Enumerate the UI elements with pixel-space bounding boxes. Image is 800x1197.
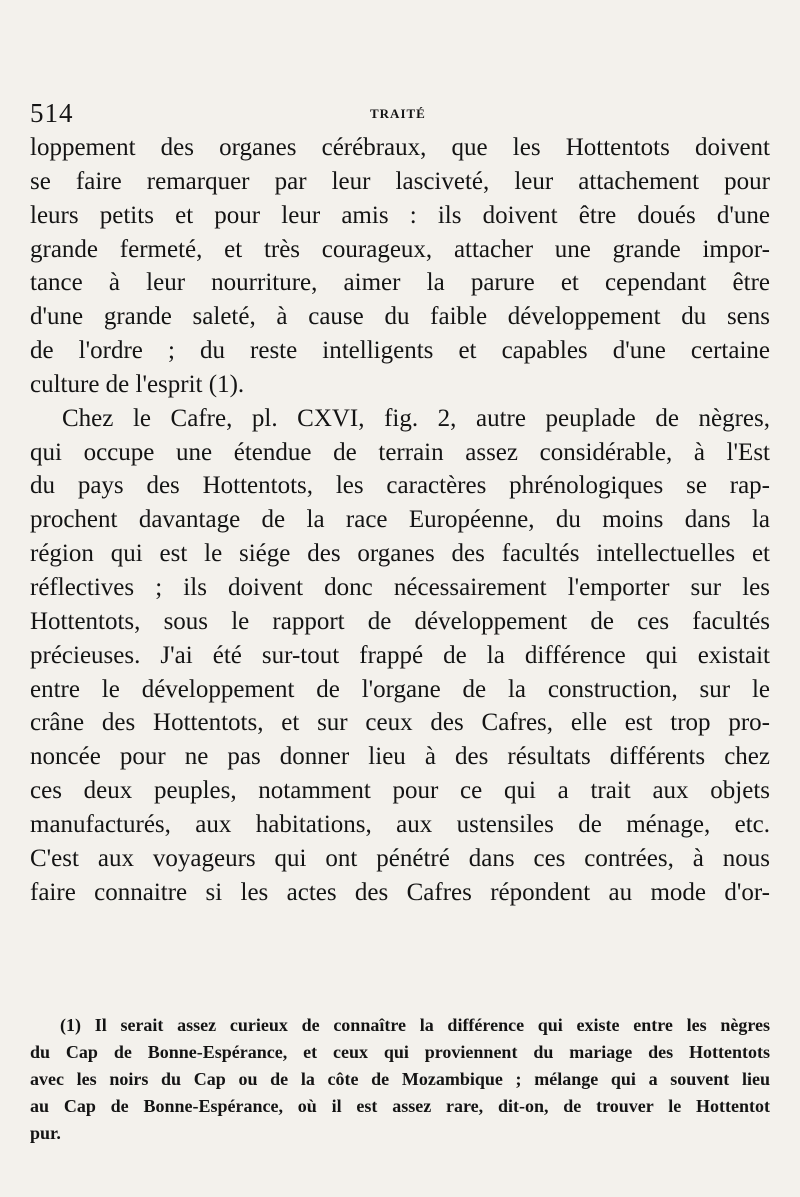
text-line: crâne des Hottentots, et sur ceux des Cafres, elle est trop pro- [30, 709, 770, 737]
text-line: qui occupe une étendue de terrain assez considérable, à l'Est [30, 438, 770, 466]
text-line: du pays des Hottentots, les caractères phrénologiques se rap- [30, 472, 770, 500]
text-line: leurs petits et pour leur amis : ils doivent être doués d'une [30, 201, 770, 229]
text-line: C'est aux voyageurs qui ont pénétré dans ces contrées, à nous [30, 844, 770, 872]
text-line: entre le développement de l'organe de la construction, sur le [30, 675, 770, 703]
page-number: 514 [30, 98, 74, 128]
footnote-line: (1) Il serait assez curieux de connaître la différence qui existe entre les nègres [60, 1015, 770, 1035]
text-line: grande fermeté, et très courageux, attacher une grande impor- [30, 235, 770, 263]
text-line: faire connaitre si les actes des Cafres répondent au mode d'or- [30, 878, 770, 906]
text-line: culture de l'esprit (1). [30, 370, 245, 398]
text-line: région qui est le siége des organes des facultés intellectuelles et [30, 540, 770, 568]
text-line: manufacturés, aux habitations, aux ustensiles de ménage, etc. [30, 810, 770, 838]
running-head: TRAITÉ [370, 106, 426, 121]
text-line: Hottentots, sous le rapport de développement de ces facultés [30, 607, 770, 635]
footnote-line: du Cap de Bonne-Espérance, et ceux qui proviennent du mariage des Hottentots [30, 1042, 770, 1062]
text-line: loppement des organes cérébraux, que les Hottentots doivent [30, 134, 770, 161]
text-line: se faire remarquer par leur lasciveté, leur attachement pour [30, 167, 770, 195]
text-line: Chez le Cafre, pl. CXVI, fig. 2, autre peuplade de nègres, [62, 404, 770, 432]
text-line: de l'ordre ; du reste intelligents et capables d'une certaine [30, 337, 770, 365]
body-text [30, 131, 770, 909]
text-line: ces deux peuples, notamment pour ce qui a trait aux objets [30, 777, 770, 805]
footnote-line: avec les noirs du Cap ou de la côte de Mozambique ; mélange qui a souvent lieu [30, 1069, 770, 1089]
footnote-line: pur. [30, 1123, 61, 1143]
text-line: tance à leur nourriture, aimer la parure et cependant être [30, 269, 770, 297]
footnote [30, 1012, 770, 1147]
text-line: prochent davantage de la race Européenne, du moins dans la [30, 506, 770, 534]
text-line: d'une grande saleté, à cause du faible développement du sens [30, 303, 770, 331]
text-line: précieuses. J'ai été sur-tout frappé de la différence qui existait [30, 641, 770, 669]
footnote-line: au Cap de Bonne-Espérance, où il est assez rare, dit-on, de trouver le Hottentot [30, 1096, 770, 1116]
text-line: noncée pour ne pas donner lieu à des résultats différents chez [30, 743, 770, 771]
text-line: réflectives ; ils doivent donc nécessairement l'emporter sur les [30, 573, 770, 601]
